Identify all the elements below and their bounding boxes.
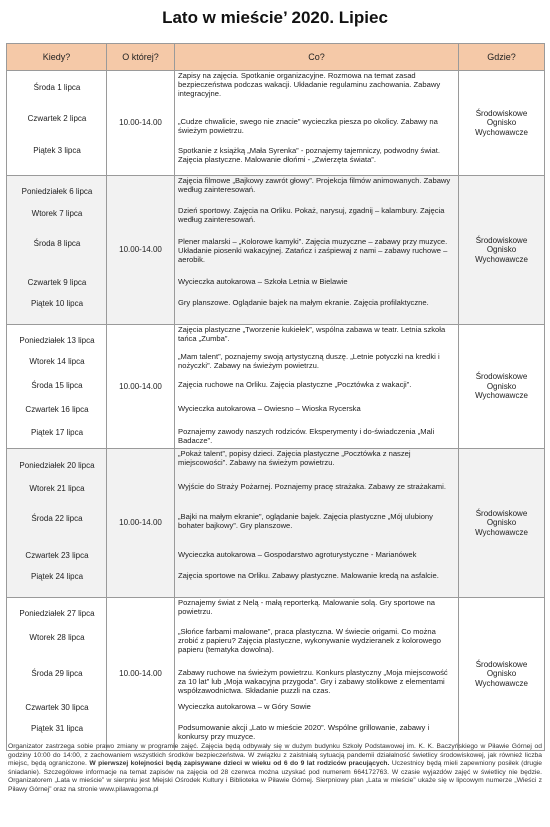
place-label: Środowiskowe	[475, 659, 528, 669]
activity-text: Poznajemy świat z Nelą - małą reporterką. Malowanie solą. Gry sportowe na powietrzu.	[178, 598, 436, 616]
week-row	[7, 176, 545, 325]
time-cell: 10.00-14.00	[107, 598, 175, 751]
place-label: Wychowawcze	[475, 678, 528, 688]
place-label: Środowiskowe	[475, 508, 528, 518]
activity-text: Wycieczka autokarowa – Gospodarstwo agroturystyczne - Marianówek	[178, 550, 417, 559]
activity-text: „Bajki na małym ekranie”, oglądanie bajek. Zajęcia plastyczne „Mój ulubiony bohater bajkowy”. Gry planszowe.	[178, 512, 433, 530]
time-cell: 10.00-14.00	[107, 71, 175, 176]
place-label: Ognisko	[486, 381, 517, 391]
day-label: Piątek 3 lipca	[33, 146, 81, 155]
day-label: Wtorek 7 lipca	[31, 209, 83, 218]
place-label: Wychowawcze	[475, 127, 528, 137]
day-label: Środa 22 lipca	[31, 514, 83, 523]
days-cell	[7, 598, 107, 751]
place-label: Wychowawcze	[475, 254, 528, 264]
activity-text: Zapisy na zajęcia. Spotkanie organizacyjne. Rozmowa na temat zasad bezpieczeństwa podczas wakacji. Układanie regulaminu zachowania. Zabawy integracyjne.	[178, 71, 441, 98]
activities-cell	[175, 325, 459, 449]
where-cell	[459, 449, 545, 598]
activity-text: Zabawy ruchowe na świeżym powietrzu. Konkurs plastyczny „Moja miejscowość za 10 lat” lub „Moja wakacyjna przygoda”. Gry i zabawy stolikowe z elementami współzawodnictwa. Składanie puzzli na czas.	[178, 668, 448, 695]
day-label: Środa 29 lipca	[31, 669, 83, 678]
place-label: Ognisko	[486, 245, 517, 255]
place-label: Środowiskowe	[475, 108, 528, 118]
day-label: Czwartek 16 lipca	[25, 405, 89, 414]
day-label: Wtorek 14 lipca	[29, 357, 85, 366]
schedule-table	[6, 43, 545, 751]
activities-cell	[175, 176, 459, 325]
activity-text: Gry planszowe. Oglądanie bajek na małym ekranie. Zajęcia profilaktyczne.	[178, 298, 429, 307]
footer-bold-note: W pierwszej kolejności będą zapisywane dzieci w wieku od 6 do 9 lat rodziców pracujących.	[89, 760, 390, 768]
activity-text: Zajęcia plastyczne „Tworzenie kukiełek”, wspólna zabawa w teatr. Letnia szkoła tańca „Zumba”.	[178, 325, 446, 343]
day-label: Piątek 17 lipca	[30, 428, 84, 437]
days-cell	[7, 176, 107, 325]
activity-text: Podsumowanie akcji „Lato w mieście 2020”. Wspólne grillowanie, zabawy i konkursy przy muzyce.	[178, 723, 430, 741]
activity-text: Dzień sportowy. Zajęcia na Orliku. Pokaż, narysuj, zgadnij – kalambury. Zajęcia według zainteresowań.	[178, 206, 445, 224]
day-label: Wtorek 28 lipca	[29, 633, 85, 642]
header-where: Gdzie?	[459, 44, 545, 71]
time-cell: 10.00-14.00	[107, 449, 175, 598]
activity-text: „Cudze chwalicie, swego nie znacie” wycieczka piesza po okolicy. Zabawy na świeżym powietrzu.	[178, 117, 438, 135]
activity-text: Plener malarski – „Kolorowe kamyki”. Zajęcia muzyczne – zabawy przy muzyce. Układanie piosenki wakacyjnej. Zatańcz i zaśpiewaj z nami – zabawy ruchowe – aerobik.	[178, 237, 448, 264]
where-cell	[459, 176, 545, 325]
activities-cell	[175, 449, 459, 598]
day-label: Czwartek 2 lipca	[27, 114, 87, 123]
place-label: Ognisko	[486, 518, 517, 528]
table-header-row	[7, 44, 545, 71]
days-cell	[7, 449, 107, 598]
week-row	[7, 449, 545, 598]
place-label: Środowiskowe	[475, 372, 528, 382]
time-cell: 10.00-14.00	[107, 325, 175, 449]
activity-text: Wycieczka autokarowa – Owiesno – Wioska Rycerska	[178, 404, 361, 413]
day-label: Wtorek 21 lipca	[29, 484, 85, 493]
days-cell	[7, 71, 107, 176]
activity-text: Spotkanie z książką „Mała Syrenka” - poznajemy tajemniczy, podwodny świat. Zajęcia plastyczne. Malowanie dłońmi - „Zwierzęta świata”.	[178, 146, 440, 164]
time-cell: 10.00-14.00	[107, 176, 175, 325]
day-label: Poniedziałek 13 lipca	[19, 336, 95, 345]
day-label: Środa 8 lipca	[33, 239, 81, 248]
place-label: Wychowawcze	[475, 391, 528, 401]
day-label: Piątek 31 lipca	[30, 724, 84, 733]
week-row	[7, 71, 545, 176]
activity-text: Wycieczka autokarowa – w Góry Sowie	[178, 702, 311, 711]
activities-cell	[175, 598, 459, 751]
activity-text: Zajęcia ruchowe na Orliku. Zajęcia plastyczne „Pocztówka z wakacji”.	[178, 380, 412, 389]
activities-cell	[175, 71, 459, 176]
activity-text: „Pokaż talent”, popisy dzieci. Zajęcia plastyczne „Pocztówka z naszej miejscowości”. Zabawy na świeżym powietrzu.	[178, 449, 411, 467]
activity-text: „Słońce farbami malowane”, praca plastyczna. W świecie origami. Co można zrobić z papieru? Zajęcia plastyczne, wykonywanie wydzieranek z kolorowego papieru (tematyka dowolna).	[178, 627, 441, 654]
day-label: Czwartek 23 lipca	[25, 551, 89, 560]
place-label: Ognisko	[486, 118, 517, 128]
activity-text: Zajęcia sportowe na Orliku. Zabawy plastyczne. Malowanie kredą na asfalcie.	[178, 571, 439, 580]
where-cell	[459, 71, 545, 176]
day-label: Środa 1 lipca	[33, 83, 81, 92]
place-label: Wychowawcze	[475, 527, 528, 537]
place-label: Ognisko	[486, 669, 517, 679]
where-cell	[459, 598, 545, 751]
day-label: Poniedziałek 20 lipca	[19, 461, 95, 470]
header-day: Kiedy?	[7, 44, 107, 71]
week-row	[7, 598, 545, 751]
activity-text: Zajęcia filmowe „Bajkowy zawrót głowy”. Projekcja filmów animowanych. Zabawy według zainteresowań.	[178, 176, 451, 194]
activity-text: Wyjście do Straży Pożarnej. Poznajemy pracę strażaka. Zabawy ze strażakami.	[178, 482, 446, 491]
day-label: Poniedziałek 27 lipca	[19, 609, 95, 618]
header-time: O której?	[107, 44, 175, 71]
week-row	[7, 325, 545, 449]
activity-text: „Mam talent”, poznajemy swoją artystyczną duszę. „Letnie potyczki na kredki i nożyczki”. Zabawy na świeżym powietrzu.	[178, 352, 440, 370]
activity-text: Wycieczka autokarowa – Szkoła Letnia w Bielawie	[178, 277, 348, 286]
day-label: Piątek 10 lipca	[30, 299, 84, 308]
footer-text-1: Organizator zastrzega sobie prawo zmiany w programie zajęć. Zajęcia będą odbywały się w dużym budynku Szkoły Podstawowej im. K. K. Baczyńskiego w Piławie Górnej od godziny 10:00 do 14:00, z zachowaniem wszystkich środków bezpieczeństwa. W związku z zaistniałą sytuacją pandemii działalność świetlicy środowiskowej, jak również liczba miejsc, będą ograniczone.	[8, 743, 542, 768]
activity-text: Poznajemy zawody naszych rodziców. Eksperymenty i do-świadczenia „Mali Badacze”.	[178, 427, 435, 445]
footer-text-2: Uczestnicy będą mieli zapewniony posiłek (drugie śniadanie). Szczegółowe informacje na temat zapisów na zajęcia od 28 czerwca można uzyskać pod numerem 664172763. W czasie wyjazdów zajęć w świetlicy nie będzie. Organizatorem „Lata w mieście” w sierpniu jest Miejski Ośrodek Kultury i Biblioteka w Piławie Górnej. Sierpniowy plan „Lata w mieście” ukaże się w lipcowym numerze „Wieści z Piławy Górnej” oraz na stronie www.pilawagorna.pl	[8, 760, 542, 793]
header-what: Co?	[175, 44, 459, 71]
page-title: Lato w mieście’ 2020. Lipiec	[162, 8, 388, 27]
day-label: Poniedziałek 6 lipca	[21, 187, 93, 196]
day-label: Środa 15 lipca	[31, 381, 83, 390]
place-label: Środowiskowe	[475, 235, 528, 245]
day-label: Czwartek 9 lipca	[27, 278, 87, 287]
day-label: Piątek 24 lipca	[30, 572, 84, 581]
where-cell	[459, 325, 545, 449]
weeks-body	[7, 71, 545, 751]
day-label: Czwartek 30 lipca	[25, 703, 89, 712]
days-cell	[7, 325, 107, 449]
footer-note	[8, 743, 542, 794]
